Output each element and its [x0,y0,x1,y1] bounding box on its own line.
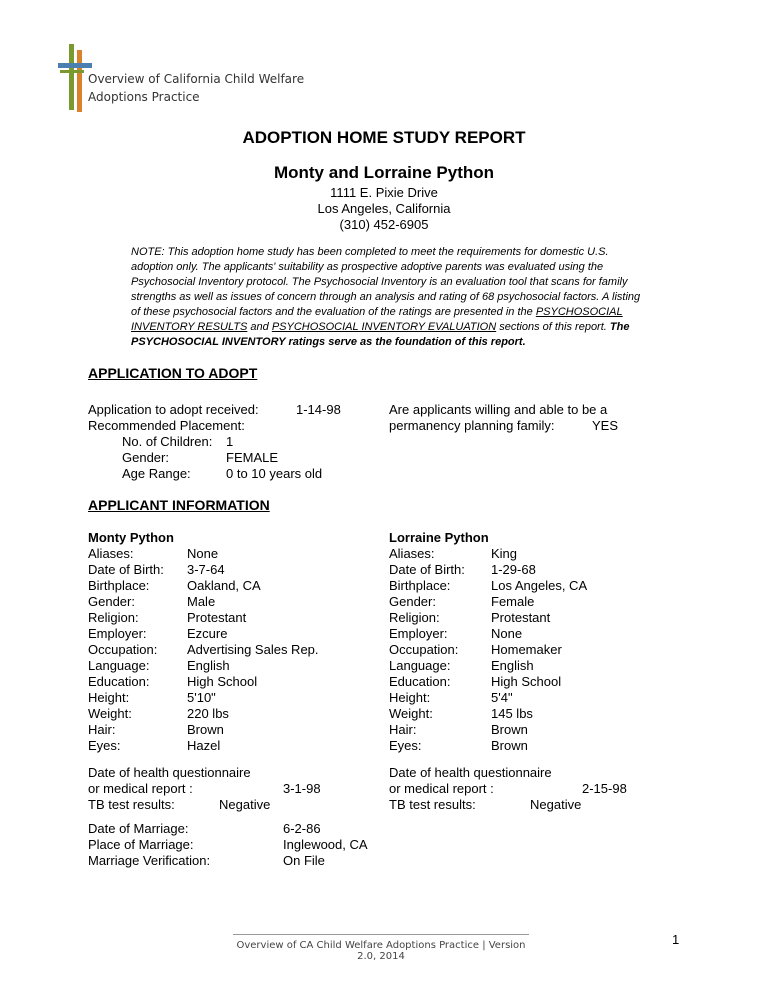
marriage-date-value: 6-2-86 [283,821,321,836]
lorraine-field-value: Brown [491,722,528,737]
note-link-evaluation: PSYCHOSOCIAL INVENTORY EVALUATION [271,321,497,333]
monty-field-label: Height: [88,690,130,705]
lorraine-field-label: Weight: [389,706,433,721]
monty-field-label: Occupation: [88,642,158,657]
children-label: No. of Children: [122,434,213,449]
logo-blue-bar [58,63,92,68]
monty-field-label: Gender: [88,594,135,609]
permanency-line-1: Are applicants willing and able to be a [389,402,608,417]
lorraine-field-value: High School [491,674,562,689]
monty-field-label: Religion: [88,610,139,625]
lorraine-health-line-1: Date of health questionnaire [389,765,552,780]
logo-orange-bar [77,50,82,112]
marriage-verification-label: Marriage Verification: [88,853,211,868]
lorraine-field-label: Date of Birth: [389,562,465,577]
lorraine-tb-label: TB test results: [389,797,476,812]
monty-health-date: 3-1-98 [283,781,321,796]
marriage-place-value: Inglewood, CA [283,837,368,852]
monty-field-value: Male [187,594,216,609]
note-paragraph [131,245,641,350]
footer-text: Overview of CA Child Welfare Adoptions Practice | Version 2.0, 2014 [236,940,526,962]
applicant-names: Monty and Lorraine Python [273,163,495,182]
marriage-date-label: Date of Marriage: [88,821,189,836]
monty-field-value: Advertising Sales Rep. [187,642,319,657]
lorraine-field-label: Occupation: [389,642,459,657]
marriage-place-label: Place of Marriage: [88,837,194,852]
lorraine-field-label: Language: [389,658,451,673]
lorraine-field-value: 145 lbs [491,706,533,721]
note-text-2: sections of this report. [496,321,610,333]
permanency-value: YES [592,418,619,433]
lorraine-field-label: Height: [389,690,431,705]
note-bold: The PSYCHOSOCIAL INVENTORY ratings serve as the foundation of this report. [131,321,630,348]
monty-field-value: Ezcure [187,626,228,641]
lorraine-field-value: 1-29-68 [491,562,536,577]
monty-name: Monty Python [88,530,174,545]
monty-field-value: 3-7-64 [187,562,225,577]
monty-field-value: None [187,546,219,561]
recommended-label: Recommended Placement: [88,418,245,433]
lorraine-field-label: Religion: [389,610,440,625]
logo-green-cross [60,70,84,73]
section-applicant-heading: APPLICANT INFORMATION [88,497,270,513]
page-number: 1 [672,932,680,947]
address-line-2: Los Angeles, California [317,201,451,216]
phone-number: (310) 452-6905 [339,217,429,232]
permanency-line-2: permanency planning family: [389,418,555,433]
monty-field-value: 5'10" [187,690,216,705]
monty-field-value: High School [187,674,258,689]
children-value: 1 [226,434,234,449]
section-application-heading: APPLICATION TO ADOPT [88,365,258,381]
monty-field-value: Oakland, CA [187,578,261,593]
monty-field-label: Hair: [88,722,116,737]
monty-field-label: Aliases: [88,546,134,561]
lorraine-field-label: Gender: [389,594,436,609]
monty-field-label: Language: [88,658,150,673]
lorraine-field-value: Homemaker [491,642,562,657]
lorraine-field-label: Education: [389,674,451,689]
monty-field-label: Birthplace: [88,578,150,593]
lorraine-field-label: Birthplace: [389,578,451,593]
lorraine-field-value: Protestant [491,610,551,625]
lorraine-field-label: Aliases: [389,546,435,561]
lorraine-health-line-2: or medical report : [389,781,494,796]
lorraine-field-value: King [491,546,518,561]
received-label: Application to adopt received: [88,402,259,417]
monty-health-line-2: or medical report : [88,781,193,796]
note-and: and [247,321,272,333]
monty-field-value: Brown [187,722,224,737]
monty-field-label: Education: [88,674,150,689]
monty-field-label: Date of Birth: [88,562,164,577]
monty-field-value: English [187,658,230,673]
lorraine-health-date: 2-15-98 [582,781,627,796]
gender-value: FEMALE [226,450,279,465]
monty-health-line-1: Date of health questionnaire [88,765,251,780]
lorraine-field-label: Employer: [389,626,448,641]
brand-line-1: Overview of California Child Welfare [88,72,305,86]
lorraine-field-value: None [491,626,523,641]
monty-field-label: Weight: [88,706,132,721]
marriage-verification-value: On File [283,853,325,868]
monty-field-value: Hazel [187,738,221,753]
age-value: 0 to 10 years old [226,466,323,481]
lorraine-field-value: 5'4" [491,690,513,705]
lorraine-tb-value: Negative [530,797,582,812]
lorraine-field-value: English [491,658,534,673]
report-title: ADOPTION HOME STUDY REPORT [242,128,526,147]
logo-green-bar [69,44,74,110]
note-text-1: NOTE: This adoption home study has been completed to meet the requirements for domestic U.S. adoption only. The applicants' suitability as prospective adoptive parents was evaluated using the Psychosocial Inventory protocol. The Psychosocial Inventory is an evaluation tool that scans for family strengths as well as issues of concern through an analysis and rating of 68 psychosocial factors. A listing of these psychosocial factors and the evaluation of the ratings are presented in the [131,246,641,318]
lorraine-field-value: Brown [491,738,528,753]
monty-tb-label: TB test results: [88,797,175,812]
monty-field-label: Employer: [88,626,147,641]
monty-field-label: Eyes: [88,738,121,753]
monty-tb-value: Negative [219,797,271,812]
note-link-results: PSYCHOSOCIAL INVENTORY RESULTS [131,306,623,333]
lorraine-field-value: Female [491,594,535,609]
lorraine-field-label: Hair: [389,722,417,737]
lorraine-name: Lorraine Python [389,530,489,545]
monty-field-value: 220 lbs [187,706,229,721]
lorraine-field-value: Los Angeles, CA [491,578,588,593]
address-line-1: 1111 E. Pixie Drive [330,185,438,200]
gender-label: Gender: [122,450,169,465]
monty-field-value: Protestant [187,610,247,625]
received-value: 1-14-98 [296,402,341,417]
brand-line-2: Adoptions Practice [88,90,200,104]
footer-divider [233,934,529,935]
lorraine-field-label: Eyes: [389,738,422,753]
age-label: Age Range: [122,466,191,481]
